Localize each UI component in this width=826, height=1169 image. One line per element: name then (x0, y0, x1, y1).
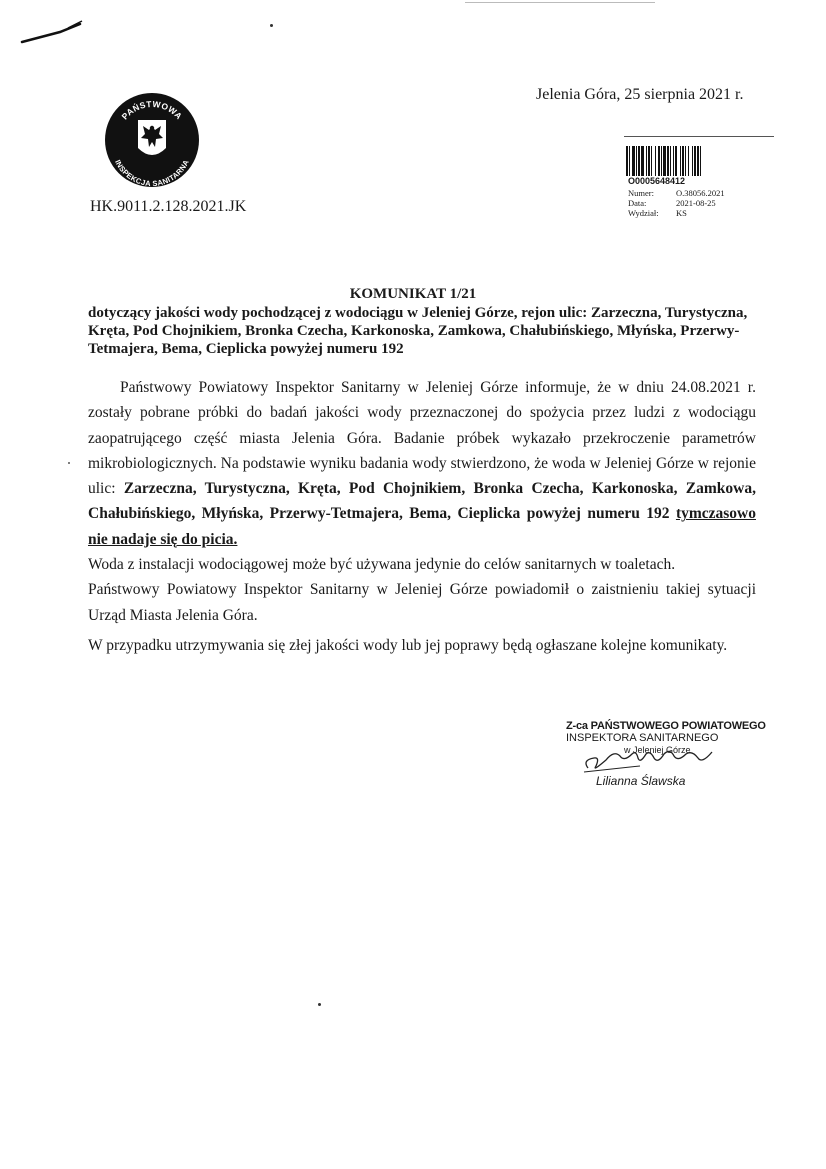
signature-block (566, 720, 766, 788)
reference-number: HK.9011.2.128.2021.JK (90, 198, 247, 215)
pen-stroke-mark (20, 18, 84, 48)
drinking-verdict: tymczasowo nie nadaje się do picia. (88, 505, 756, 548)
seal-bottom-text: INSPEKCJA SANITARNA (113, 158, 191, 189)
body-paragraph (88, 375, 756, 552)
streets-list: Zarzeczna, Turystyczna, Kręta, Pod Chojnikiem, Bronka Czecha, Karkonoska, Zamkowa, Chałubińskiego, Młyńska, Przerwy-Tetmajera, Bema, Cieplicka powyżej numeru 192 (88, 480, 756, 523)
signatory-office: INSPEKTORA SANITARNEGO (566, 732, 719, 744)
place-and-date: Jelenia Góra, 25 sierpnia 2021 r. (536, 86, 744, 103)
registry-row (628, 188, 725, 198)
registry-row (628, 208, 687, 218)
scan-speck (68, 462, 70, 464)
barcode (626, 146, 746, 176)
top-scan-rule (465, 2, 655, 3)
signatory-location: w Jeleniej Górze (624, 745, 691, 755)
scan-speck (270, 24, 273, 27)
barcode-number: O0005648412 (628, 176, 686, 186)
paragraph-text: Państwowy Powiatowy Inspektor Sanitarny w Jeleniej Górze informuje, że w dniu 24.08.2021 r. zostały pobrane próbki do badań jakości wody przeznaczonej do spożycia przez ludzi z wodociągu zaopatrującego część miasta Jelenia Góra. Badanie próbek wykazało przekroczenie parametrów mikrobiologicznych. Na podstawie wyniku badania wody stwierdzono, że woda w Jeleniej Górze w rejonie ulic: (88, 379, 756, 498)
registry-label: Numer: (628, 188, 654, 198)
handwritten-signature (580, 742, 730, 776)
registry-value: 2021-08-25 (676, 198, 716, 208)
document-title: KOMUNIKAT 1/21 (349, 286, 477, 302)
body-paragraph: Woda z instalacji wodociągowej może być używana jedynie do celów sanitarnych w toaletach. (88, 556, 676, 574)
signatory-title: Z-ca PAŃSTWOWEGO POWIATOWEGO (566, 720, 766, 732)
registry-value: KS (676, 208, 687, 218)
registry-label: Wydział: (628, 208, 659, 218)
sanitary-inspection-seal (102, 90, 202, 190)
eagle-emblem-icon (138, 120, 166, 155)
seal-top-text: PAŃSTWOWA (119, 98, 185, 122)
body-paragraph: W przypadku utrzymywania się złej jakości wody lub jej poprawy będą ogłaszane kolejne komunikaty. (88, 636, 728, 654)
document-subject: dotyczący jakości wody pochodzącej z wodociągu w Jeleniej Górze, rejon ulic: Zarzeczna, Turystyczna, Kręta, Pod Chojnikiem, Bronka Czecha, Karkonoska, Zamkowa, Chałubińskiego, Młyńska, Przerwy-Tetmajera, Bema, Cieplicka powyżej numeru 192 (88, 305, 748, 357)
registry-label: Data: (628, 198, 647, 208)
registry-row (628, 198, 716, 208)
signatory-name: Lilianna Ślawska (596, 774, 686, 788)
scan-speck (318, 1003, 321, 1006)
registry-value: O.38056.2021 (676, 188, 725, 198)
document-body (88, 375, 756, 658)
body-paragraph: Państwowy Powiatowy Inspektor Sanitarny w Jeleniej Górze powiadomił o zaistnieniu takiej sytuacji Urząd Miasta Jelenia Góra. (88, 581, 756, 624)
